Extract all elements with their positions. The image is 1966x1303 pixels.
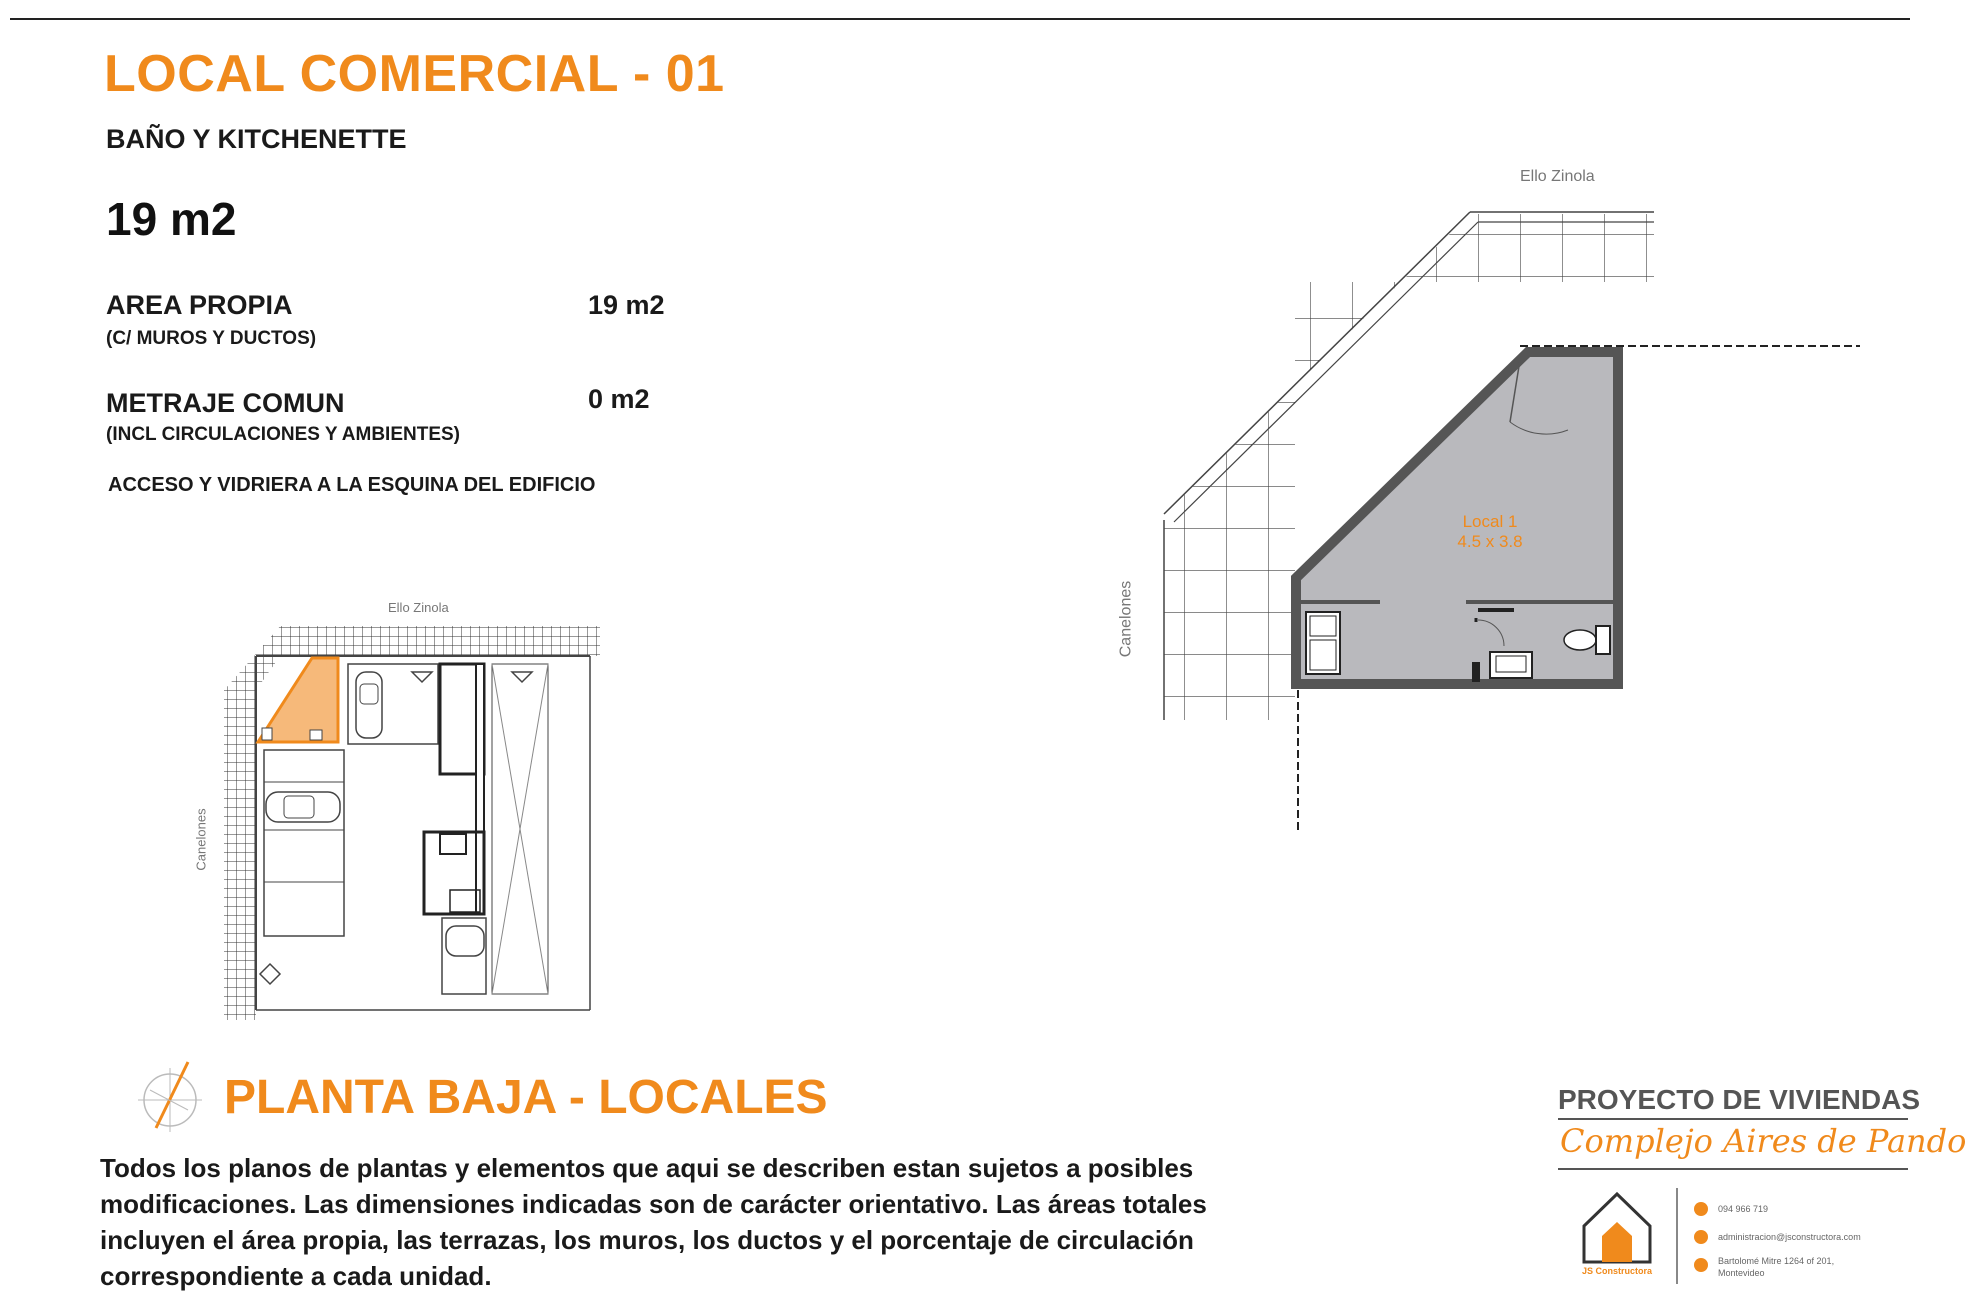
section-title: PLANTA BAJA - LOCALES — [224, 1071, 828, 1124]
compass-icon — [130, 1058, 210, 1138]
contact-email: administracion@jsconstructora.com — [1718, 1232, 1861, 1242]
metraje-comun-sublabel: (INCL CIRCULACIONES Y AMBIENTES) — [106, 424, 460, 445]
contact-phone: 094 966 719 — [1718, 1204, 1769, 1214]
small-plan-street-left: Canelones — [193, 808, 209, 871]
disclaimer-line: incluyen el área propia, las terrazas, los muros, los ductos y el porcentaje de circulación — [100, 1225, 1194, 1255]
logo-separator — [1676, 1188, 1678, 1284]
location-icon — [1694, 1258, 1708, 1272]
project-heading: PROYECTO DE VIVIENDAS — [1558, 1084, 1921, 1115]
local-1-name: Local 1 — [1462, 512, 1518, 531]
house-logo-icon — [1576, 1188, 1658, 1280]
disclaimer-line: correspondiente a cada unidad. — [100, 1261, 492, 1291]
site-plan-small — [193, 600, 620, 1030]
disclaimer — [100, 1150, 1220, 1294]
large-plan-street-left: Canelones — [1117, 580, 1135, 658]
large-plan-street-top: Ello Zinola — [1520, 168, 1595, 185]
page-title: LOCAL COMERCIAL - 01 — [104, 45, 725, 103]
disclaimer-line: Todos los planos de plantas y elementos que aqui se describen estan sujetos a posibles — [100, 1153, 1194, 1183]
email-icon — [1694, 1230, 1708, 1244]
project-name: Complejo Aires de Pando — [1560, 1122, 1966, 1160]
disclaimer-line: modificaciones. Las dimensiones indicadas son de carácter orientativo. Las áreas totales — [100, 1189, 1207, 1219]
phone-icon — [1694, 1202, 1708, 1216]
metraje-comun-label: METRAJE COMUN — [106, 388, 345, 418]
site-plan-small-drawing — [200, 600, 620, 1030]
small-plan-street-top: Ello Zinola — [388, 600, 449, 615]
project-rule-2 — [1558, 1168, 1908, 1170]
local-1-dims: 4.5 x 3.8 — [1457, 532, 1523, 551]
top-rule — [10, 18, 1910, 20]
site-plan-large — [1100, 150, 1880, 840]
area-propia-value: 19 m2 — [588, 290, 665, 320]
contact-address-1: Bartolomé Mitre 1264 of 201, — [1718, 1256, 1835, 1266]
total-area: 19 m2 — [106, 193, 237, 245]
page-subtitle: BAÑO Y KITCHENETTE — [106, 124, 407, 154]
company-name: JS Constructora — [1581, 1266, 1652, 1276]
site-plan-large-drawing — [1100, 150, 1880, 840]
area-propia-sublabel: (C/ MUROS Y DUCTOS) — [106, 328, 317, 349]
project-rule — [1558, 1118, 1908, 1120]
area-propia-label: AREA PROPIA — [106, 290, 293, 320]
access-note: ACCESO Y VIDRIERA A LA ESQUINA DEL EDIFICIO — [108, 474, 596, 496]
metraje-comun-value: 0 m2 — [588, 384, 650, 414]
contact-address-2: Montevideo — [1718, 1268, 1765, 1278]
